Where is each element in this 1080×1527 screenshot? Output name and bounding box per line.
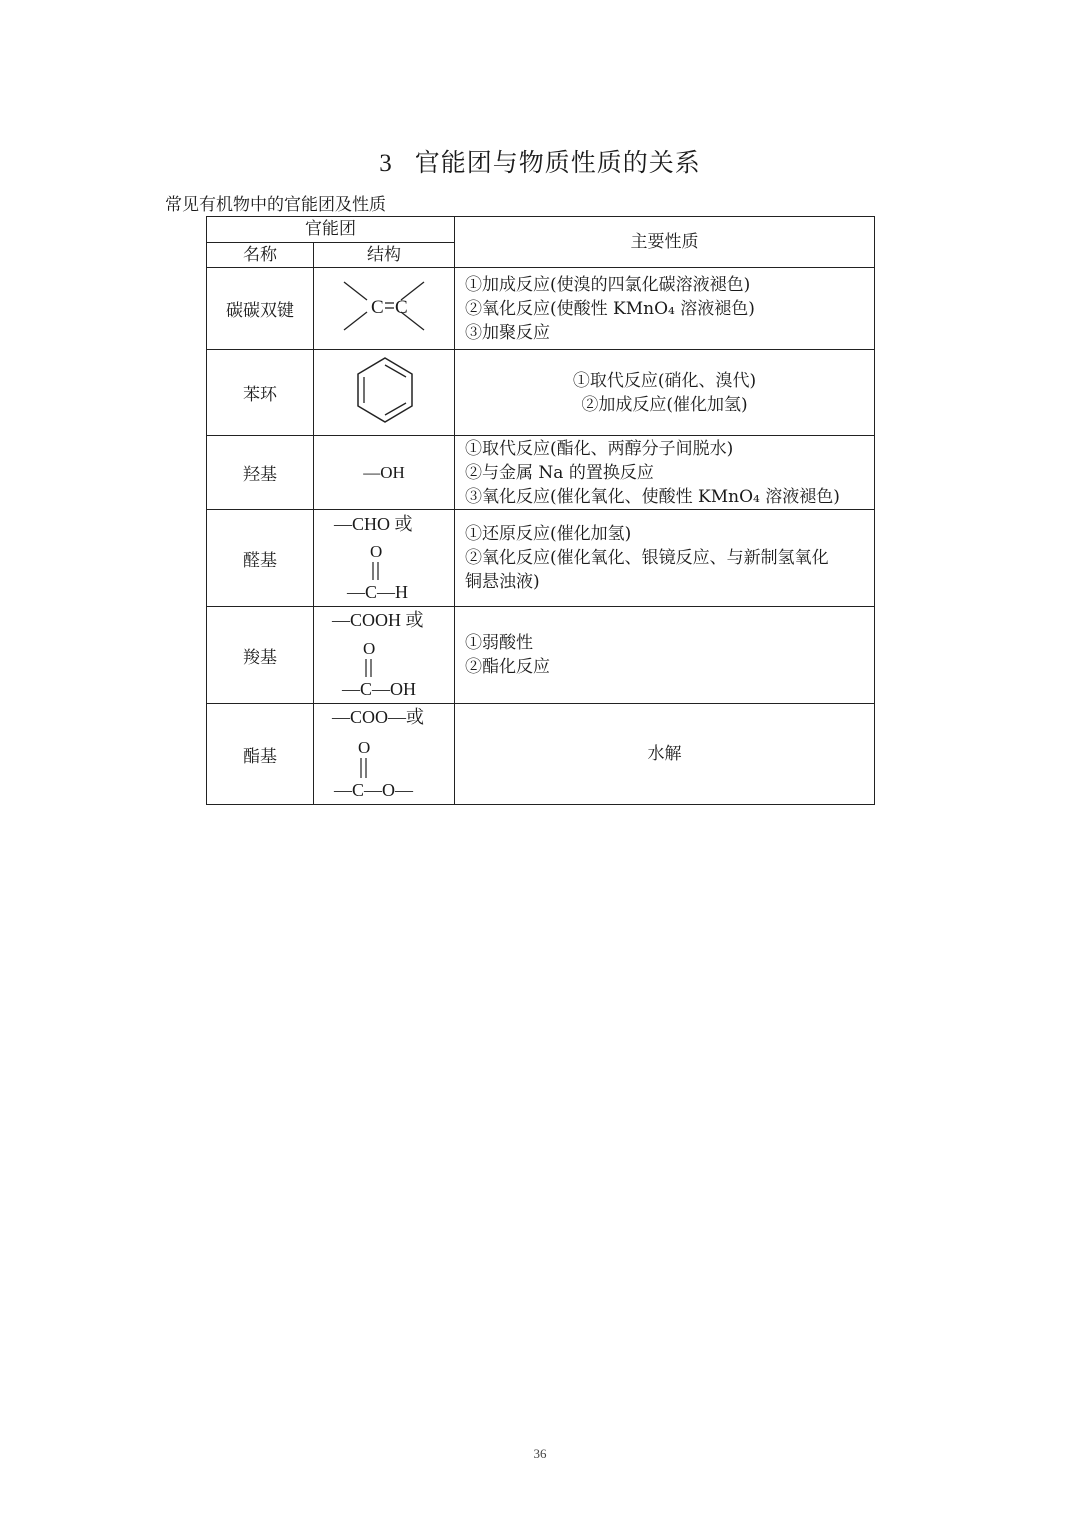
svg-text:—C—OH: —C—OH — [342, 679, 417, 698]
group-properties: ①取代反应(硝化、溴代) ②加成反应(催化加氢) — [455, 350, 875, 436]
group-name: 碳碳双键 — [207, 268, 314, 350]
group-properties: ①还原反应(催化加氢) ②氧化反应(催化氧化、银镜反应、与新制氢氧化 铜悬浊液) — [455, 510, 875, 607]
group-structure — [314, 268, 455, 350]
group-structure — [314, 350, 455, 436]
ester-structure — [314, 704, 455, 799]
group-structure: —OH — [314, 436, 455, 510]
table-caption: 常见有机物中的官能团及性质 — [165, 195, 386, 215]
group-properties: 水解 — [455, 704, 875, 805]
svg-text:C: C — [371, 297, 384, 318]
table-row — [207, 436, 875, 510]
table-row — [207, 607, 875, 704]
page-title — [0, 143, 1080, 179]
group-properties: ①加成反应(使溴的四氯化碳溶液褪色) ②氧化反应(使酸性 KMnO₄ 溶液褪色) ③加聚反应 — [455, 268, 875, 350]
table-row — [207, 350, 875, 436]
svg-text:—C—O—: —C—O— — [334, 780, 414, 799]
svg-text:—COOH 或: —COOH 或 — [332, 610, 424, 630]
group-structure — [314, 607, 455, 704]
benzene-ring-icon — [314, 350, 455, 430]
group-name: 醛基 — [207, 510, 314, 607]
group-name: 苯环 — [207, 350, 314, 436]
group-properties: ①取代反应(酯化、两醇分子间脱水) ②与金属 Na 的置换反应 ③氧化反应(催化氧化、使酸性 KMnO₄ 溶液褪色) — [455, 436, 875, 510]
carbon-carbon-double-bond-icon — [314, 268, 455, 344]
aldehyde-structure — [314, 510, 455, 601]
group-name: 酯基 — [207, 704, 314, 805]
svg-text:O: O — [358, 738, 371, 757]
table-row — [207, 704, 875, 805]
table-row — [207, 268, 875, 350]
svg-text:—C—H: —C—H — [347, 582, 409, 601]
group-properties: ①弱酸性 ②酯化反应 — [455, 607, 875, 704]
section-title: 官能团与物质性质的关系 — [414, 148, 701, 177]
header-name: 名称 — [207, 242, 314, 268]
functional-group-table — [206, 216, 875, 805]
header-properties: 主要性质 — [455, 217, 875, 268]
group-structure — [314, 510, 455, 607]
svg-text:O: O — [363, 639, 376, 658]
group-name: 羟基 — [207, 436, 314, 510]
svg-text:—COO—或: —COO—或 — [332, 707, 425, 727]
section-number: 3 — [379, 150, 393, 177]
carboxyl-structure — [314, 607, 455, 698]
svg-text:—CHO 或: —CHO 或 — [334, 514, 413, 534]
table-row — [207, 510, 875, 607]
header-group: 官能团 — [207, 217, 455, 243]
header-structure: 结构 — [314, 242, 455, 268]
page-number: 36 — [533, 1446, 547, 1461]
group-name: 羧基 — [207, 607, 314, 704]
svg-text:C: C — [395, 297, 408, 318]
svg-text:O: O — [370, 542, 383, 561]
group-structure — [314, 704, 455, 805]
